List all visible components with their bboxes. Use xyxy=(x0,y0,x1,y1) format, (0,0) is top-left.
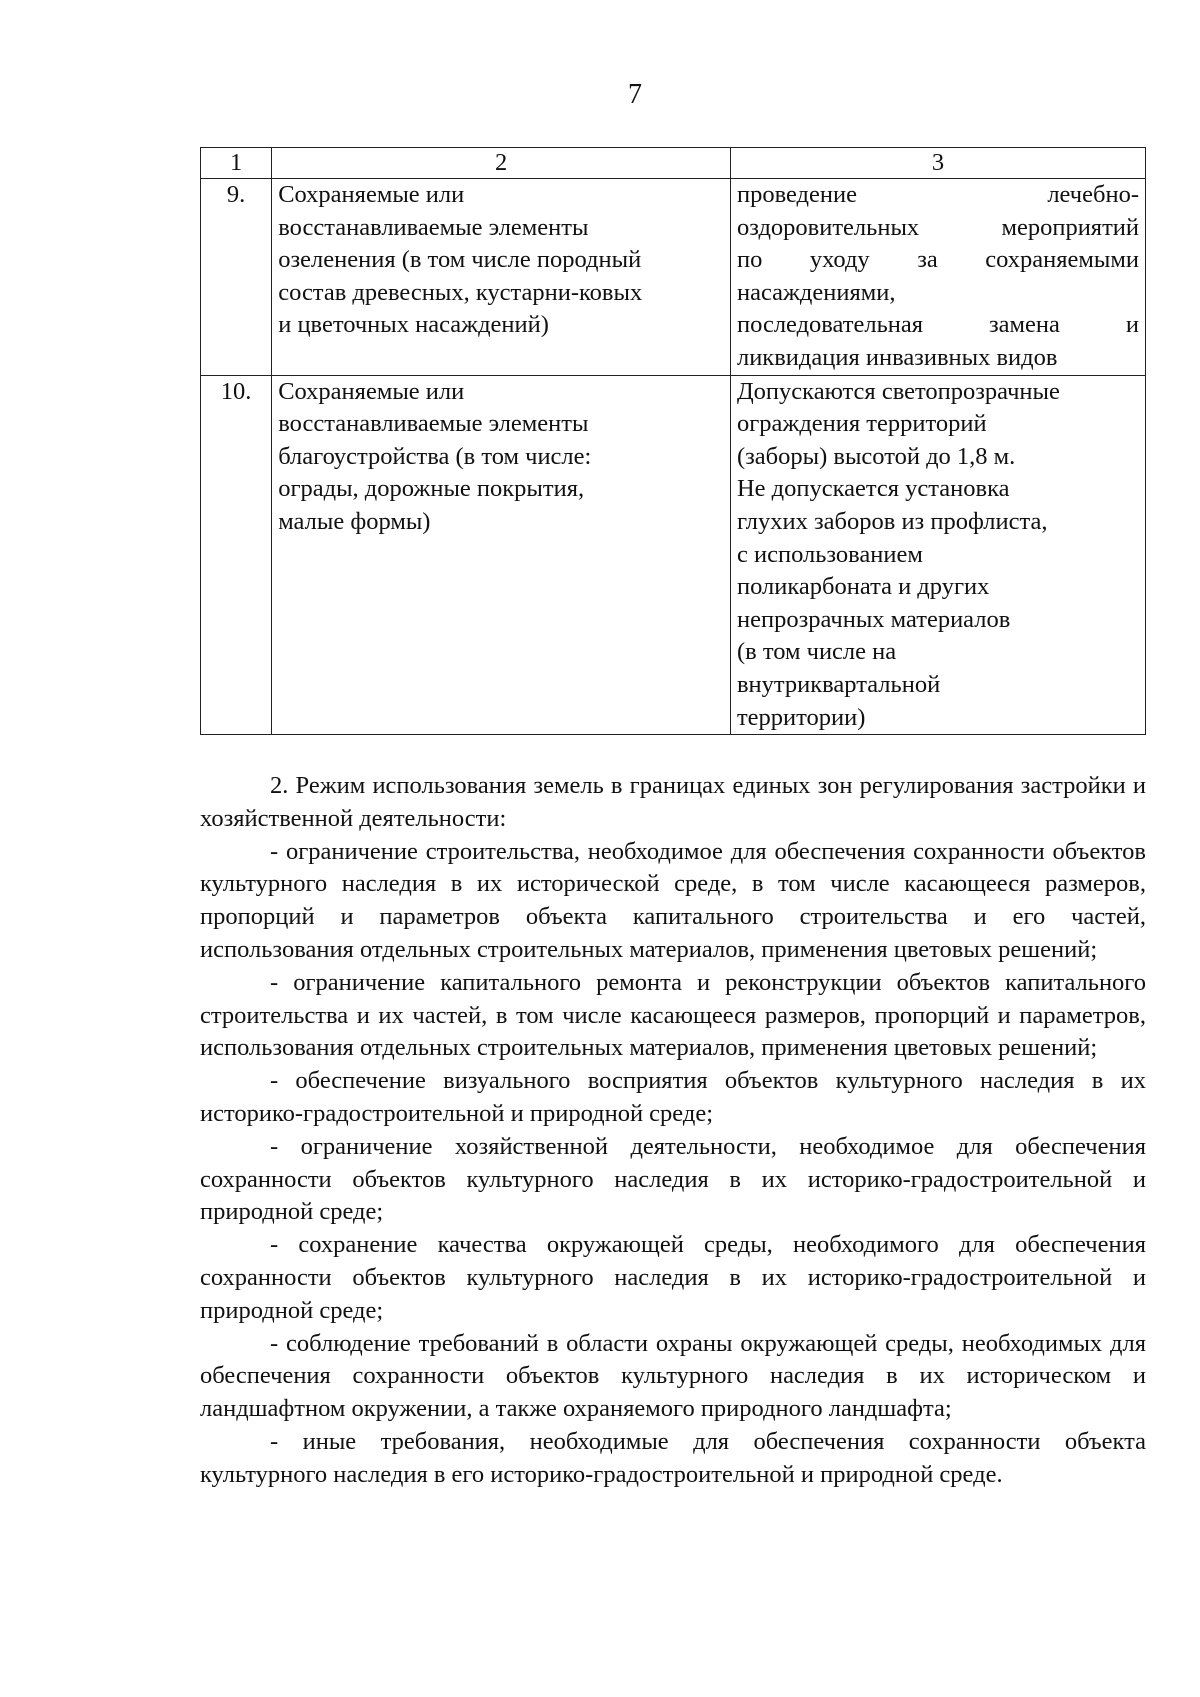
list-item: - ограничение капитального ремонта и реконструкции объектов капитального строительства и их частей, в том числе касающееся размеров, пропорций и параметров, использования отдельных строительных материалов, применения цветовых решений; xyxy=(200,968,1146,1062)
requirement-text xyxy=(730,179,1145,376)
cell-line: ликвидация инвазивных видов xyxy=(736,343,1058,371)
table-row xyxy=(201,179,1146,376)
paragraph-heading: 2. Режим использования земель в границах единых зон регулирования застройки и хозяйственной деятельности: xyxy=(200,772,1146,832)
cell-line: благоустройства (в том числе: xyxy=(278,442,592,470)
cell-line: (заборы) высотой до 1,8 м. xyxy=(736,442,1016,470)
cell-line: проведение лечебно- xyxy=(736,181,1139,208)
cell-line: ограждения территорий xyxy=(736,410,987,438)
header-col-3: 3 xyxy=(730,148,1145,179)
cell-line: поликарбоната и других xyxy=(736,573,990,601)
cell-line: по уходу за сохраняемыми xyxy=(736,246,1139,274)
cell-line: озеленения (в том числе породный xyxy=(278,246,642,274)
list-item: - ограничение хозяйственной деятельности, необходимое для обеспечения сохранности объектов культурного наследия в их историко-градостроительной и природной среде; xyxy=(200,1132,1146,1226)
body-text xyxy=(200,770,1146,1492)
cell-line: восстанавливаемые элементы xyxy=(278,213,589,241)
list-item: - обеспечение визуального восприятия объектов культурного наследия в их историко-градостроительной и природной среде; xyxy=(200,1067,1146,1127)
cell-line: Не допускается установка xyxy=(736,475,1010,503)
table-row xyxy=(201,375,1146,735)
cell-line: непрозрачных материалов xyxy=(736,605,1011,633)
list-item: - ограничение строительства, необходимое для обеспечения сохранности объектов культурного наследия в их исторической среде, в том числе касающееся размеров, пропорций и параметров объекта капитального строительства и его частей, использования отдельных строительных материалов, применения цветовых решений; xyxy=(200,837,1146,963)
list-item: - иные требования, необходимые для обеспечения сохранности объекта культурного наследия в его историко-градостроительной и природной среде. xyxy=(200,1427,1146,1488)
requirements-table xyxy=(200,147,1146,735)
cell-line: малые формы) xyxy=(278,507,431,535)
cell-line: ограды, дорожные покрытия, xyxy=(278,475,585,503)
cell-line: восстанавливаемые элементы xyxy=(278,410,589,438)
requirement-text xyxy=(730,375,1145,735)
cell-line: оздоровительных мероприятий xyxy=(736,213,1139,241)
cell-line: (в том числе на xyxy=(736,638,897,666)
cell-line: Допускаются светопрозрачные xyxy=(736,377,1060,405)
cell-line: насаждениями, xyxy=(736,278,896,306)
cell-line: территории) xyxy=(736,703,866,731)
cell-line: и цветочных насаждений) xyxy=(278,311,549,339)
element-description xyxy=(272,375,731,735)
header-col-1: 1 xyxy=(201,148,272,179)
row-number: 9. xyxy=(201,179,272,376)
cell-line: с использованием xyxy=(736,540,923,568)
header-col-2: 2 xyxy=(272,148,731,179)
row-number: 10. xyxy=(201,375,272,735)
cell-line: состав древесных, кустарни-ковых xyxy=(278,278,643,306)
table-header-row xyxy=(201,148,1146,179)
cell-line: последовательная замена и xyxy=(736,311,1139,339)
element-description xyxy=(272,179,731,376)
list-item: - сохранение качества окружающей среды, необходимого для обеспечения сохранности объектов культурного наследия в их историко-градостроительной и природной среде; xyxy=(200,1231,1146,1324)
cell-line: глухих заборов из профлиста, xyxy=(736,507,1048,535)
cell-line: Сохраняемые или xyxy=(278,181,465,208)
cell-line: внутриквартальной xyxy=(736,670,941,698)
list-item: - соблюдение требований в области охраны окружающей среды, необходимых для обеспечения сохранности объектов культурного наследия в их историческом и ландшафтном окружении, а также охраняемого природного ландшафта; xyxy=(200,1329,1146,1423)
page-number: 7 xyxy=(628,79,642,110)
cell-line: Сохраняемые или xyxy=(278,377,465,405)
